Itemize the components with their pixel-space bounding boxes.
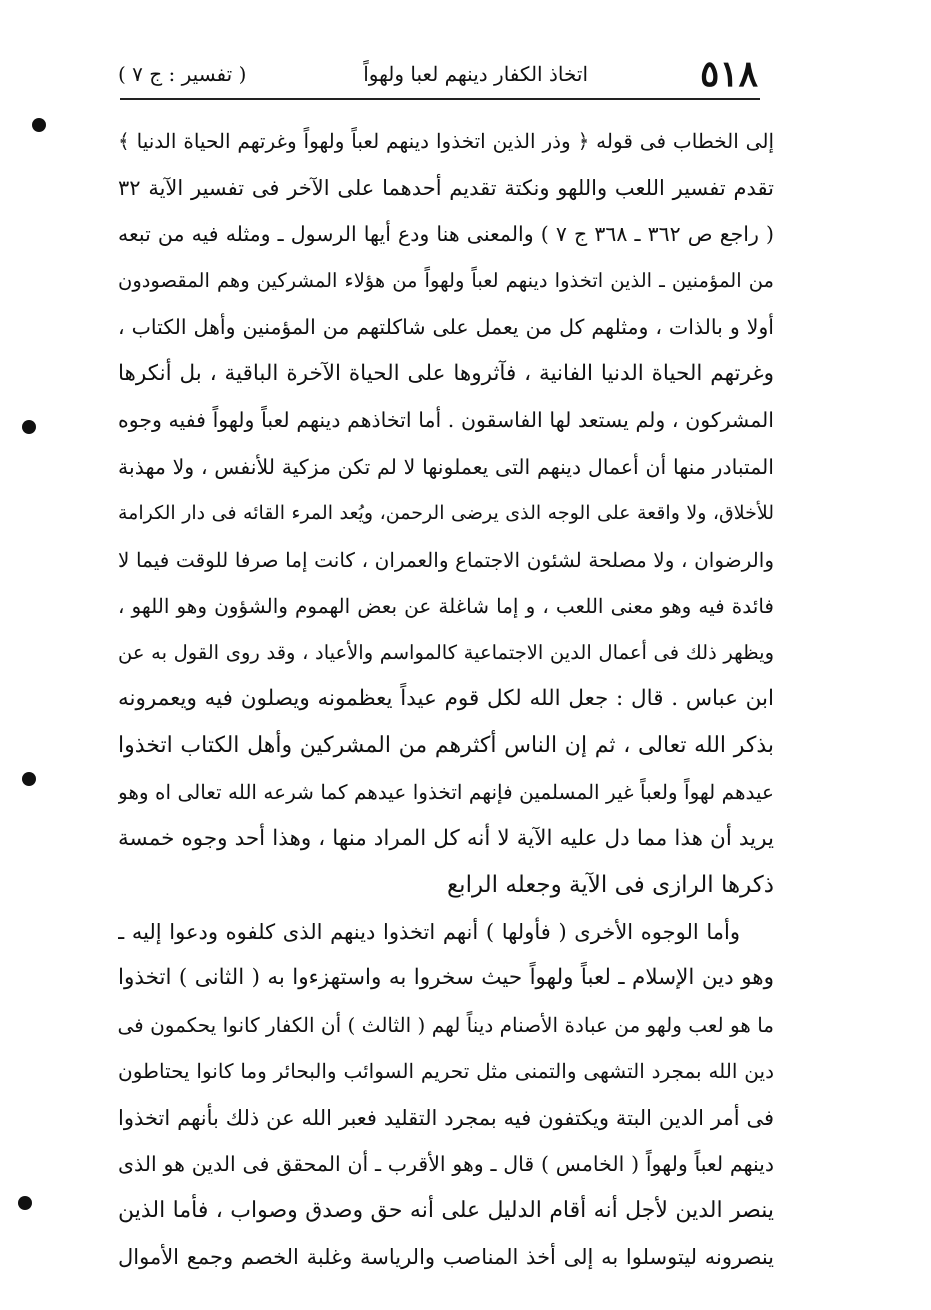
text-line: فى أمر الدين البتة ويكتفون فيه بمجرد التقليد فعبر الله عن ذلك بأنهم اتخذوا [118,1105,774,1130]
text-line: ( راجع ص ٣٦٢ ـ ٣٦٨ ج ٧ ) والمعنى هنا ودع أيها الرسول ـ ومثله فيه من تبعه [118,222,774,246]
volume-reference: ( تفسير : ج ٧ ) [118,62,247,86]
page-number: ٥١٨ [699,53,758,95]
text-line: والرضوان ، ولا مصلحة لشئون الاجتماع والعمران ، كانت إما صرفا للوقت فيما لا [118,547,774,572]
text-line: ينصرونه ليتوسلوا به إلى أخذ المناصب والرياسة وغلبة الخصم وجمع الأموال [118,1245,774,1269]
text-line: دينهم لعباً ولهواً ( الخامس ) قال ـ وهو الأقرب ـ أن المحقق فى الدين هو الذى [118,1152,774,1176]
binding-hole-mark [22,772,36,786]
text-line: إلى الخطاب فى قوله ﴿ وذر الذين اتخذوا دينهم لعباً ولهواً وغرتهم الحياة الدنيا ﴾ [118,129,774,153]
text-line: ما هو لعب ولهو من عبادة الأصنام ديناً لهم ( الثالث ) أن الكفار كانوا يحكمون فى [118,1012,774,1037]
binding-hole-mark [18,1196,32,1210]
text-line: ابن عباس . قال : جعل الله لكل قوم عيداً يعظمونه ويصلون فيه ويعمرونه [118,686,774,711]
text-line: وهو دين الإسلام ـ لعباً ولهواً حيث سخروا به واستهزءوا به ( الثانى ) اتخذوا [118,965,774,990]
text-line: فائدة فيه وهو معنى اللعب ، و إما شاغلة عن بعض الهموم والشؤون وهو اللهو ، [118,594,774,618]
text-line: بذكر الله تعالى ، ثم إن الناس أكثرهم من المشركين وأهل الكتاب اتخذوا [118,732,774,758]
text-line: المشركون ، ولم يستعد لها الفاسقون . أما اتخاذهم دينهم لعباً ولهواً ففيه وجوه [118,408,774,432]
text-line: تقدم تفسير اللعب واللهو ونكتة تقديم أحدهما على الآخر فى تفسير الآية ٣٢ [118,175,774,200]
running-title: اتخاذ الكفار دينهم لعبا ولهواً [363,62,588,86]
binding-hole-mark [22,420,36,434]
text-line: دين الله بمجرد التشهى والتمنى مثل تحريم السوائب والبحائر وما كانوا يحتاطون [118,1059,774,1083]
text-line: للأخلاق، ولا واقعة على الوجه الذى يرضى الرحمن، ويُعد المرء القائه فى دار الكرامة [118,502,774,524]
text-line: ويظهر ذلك فى أعمال الدين الاجتماعية كالمواسم والأعياد ، وقد روى القول به عن [118,640,774,664]
header-rule [120,98,760,100]
text-line: يريد أن هذا مما دل عليه الآية لا أنه كل المراد منها ، وهذا أحد وجوه خمسة [118,825,774,851]
text-line: ذكرها الرازى فى الآية وجعله الرابع [446,872,774,898]
text-line: المتبادر منها أن أعمال دينهم التى يعملونها لا لم تكن مزكية للأنفس ، ولا مهذبة [118,454,774,479]
text-line: من المؤمنين ـ الذين اتخذوا دينهم لعباً ولهواً من هؤلاء المشركين وهم المقصودون [118,268,774,292]
text-line: أولا و بالذات ، ومثلهم كل من يعمل على شاكلتهم من المؤمنين وأهل الكتاب ، [118,315,774,339]
text-line: وأما الوجوه الأخرى ( فأولها ) أنهم اتخذوا دينهم الذى كلفوه ودعوا إليه ـ [118,919,740,944]
text-line: ينصر الدين لأجل أنه أقام الدليل على أنه حق وصدق وصواب ، فأما الذين [118,1197,774,1223]
body-text [118,118,774,1281]
binding-hole-mark [32,118,46,132]
text-line: وغرتهم الحياة الدنيا الفانية ، فآثروها على الحياة الآخرة الباقية ، بل أنكرها [118,360,774,386]
text-line: عيدهم لهواً ولعباً غير المسلمين فإنهم اتخذوا عيدهم كما شرعه الله تعالى اه وهو [118,780,774,804]
page-header [118,52,758,98]
